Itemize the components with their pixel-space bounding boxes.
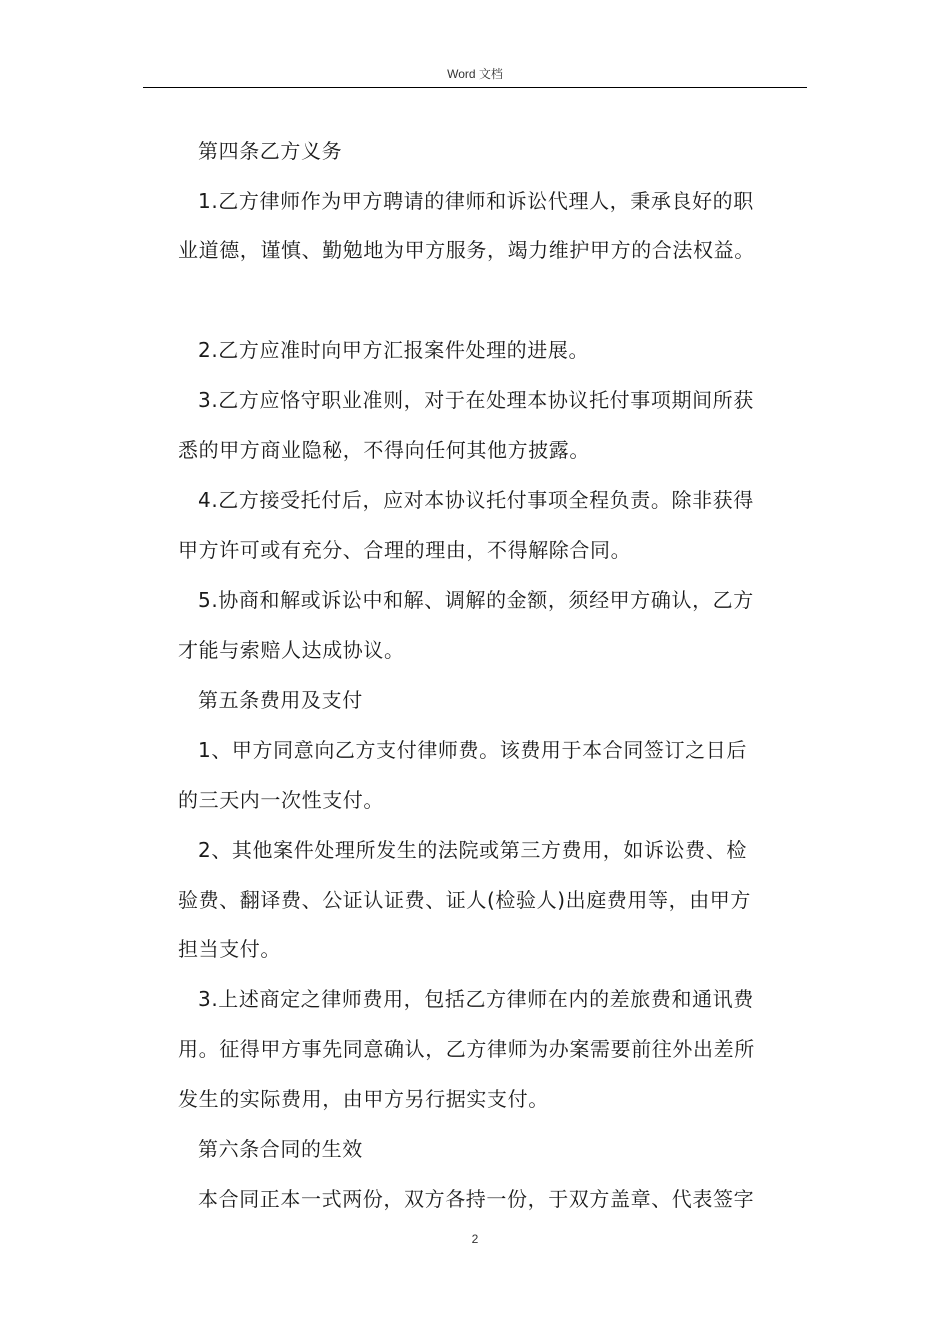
paragraph-line: 的三天内一次性支付。 <box>178 788 384 812</box>
paragraph-line: 1.乙方律师作为甲方聘请的律师和诉讼代理人，秉承良好的职 <box>198 189 754 213</box>
paragraph-line: 5.协商和解或诉讼中和解、调解的金额，须经甲方确认，乙方 <box>198 588 754 612</box>
paragraph-line: 用。征得甲方事先同意确认，乙方律师为办案需要前往外出差所 <box>178 1037 755 1061</box>
paragraph-line: 1、甲方同意向乙方支付律师费。该费用于本合同签订之日后 <box>198 738 747 762</box>
paragraph-line: 验费、翻译费、公证认证费、证人(检验人)出庭费用等，由甲方 <box>178 888 752 912</box>
paragraph-line: 发生的实际费用，由甲方另行据实支付。 <box>178 1087 549 1111</box>
paragraph-line: 3.乙方应恪守职业准则，对于在处理本协议托付事项期间所获 <box>198 388 754 412</box>
page-header: Word 文档 <box>447 67 503 81</box>
paragraph-line: 3.上述商定之律师费用，包括乙方律师在内的差旅费和通讯费 <box>198 987 754 1011</box>
section-heading-article-5: 第五条费用及支付 <box>198 688 363 712</box>
paragraph-line: 业道德，谨慎、勤勉地为甲方服务，竭力维护甲方的合法权益。 <box>178 238 755 262</box>
section-heading-article-4: 第四条乙方义务 <box>198 139 343 163</box>
paragraph-line: 本合同正本一式两份，双方各持一份，于双方盖章、代表签字 <box>198 1187 755 1211</box>
paragraph-line: 2.乙方应准时向甲方汇报案件处理的进展。 <box>198 338 590 362</box>
paragraph-line: 担当支付。 <box>178 937 281 961</box>
paragraph-line: 2、其他案件处理所发生的法院或第三方费用，如诉讼费、检 <box>198 838 747 862</box>
paragraph-line: 甲方许可或有充分、合理的理由，不得解除合同。 <box>178 538 632 562</box>
section-heading-article-6: 第六条合同的生效 <box>198 1137 363 1161</box>
page-number: 2 <box>471 1232 479 1246</box>
paragraph-line: 4.乙方接受托付后，应对本协议托付事项全程负责。除非获得 <box>198 488 754 512</box>
paragraph-line: 才能与索赔人达成协议。 <box>178 638 405 662</box>
paragraph-line: 悉的甲方商业隐秘，不得向任何其他方披露。 <box>178 438 590 462</box>
